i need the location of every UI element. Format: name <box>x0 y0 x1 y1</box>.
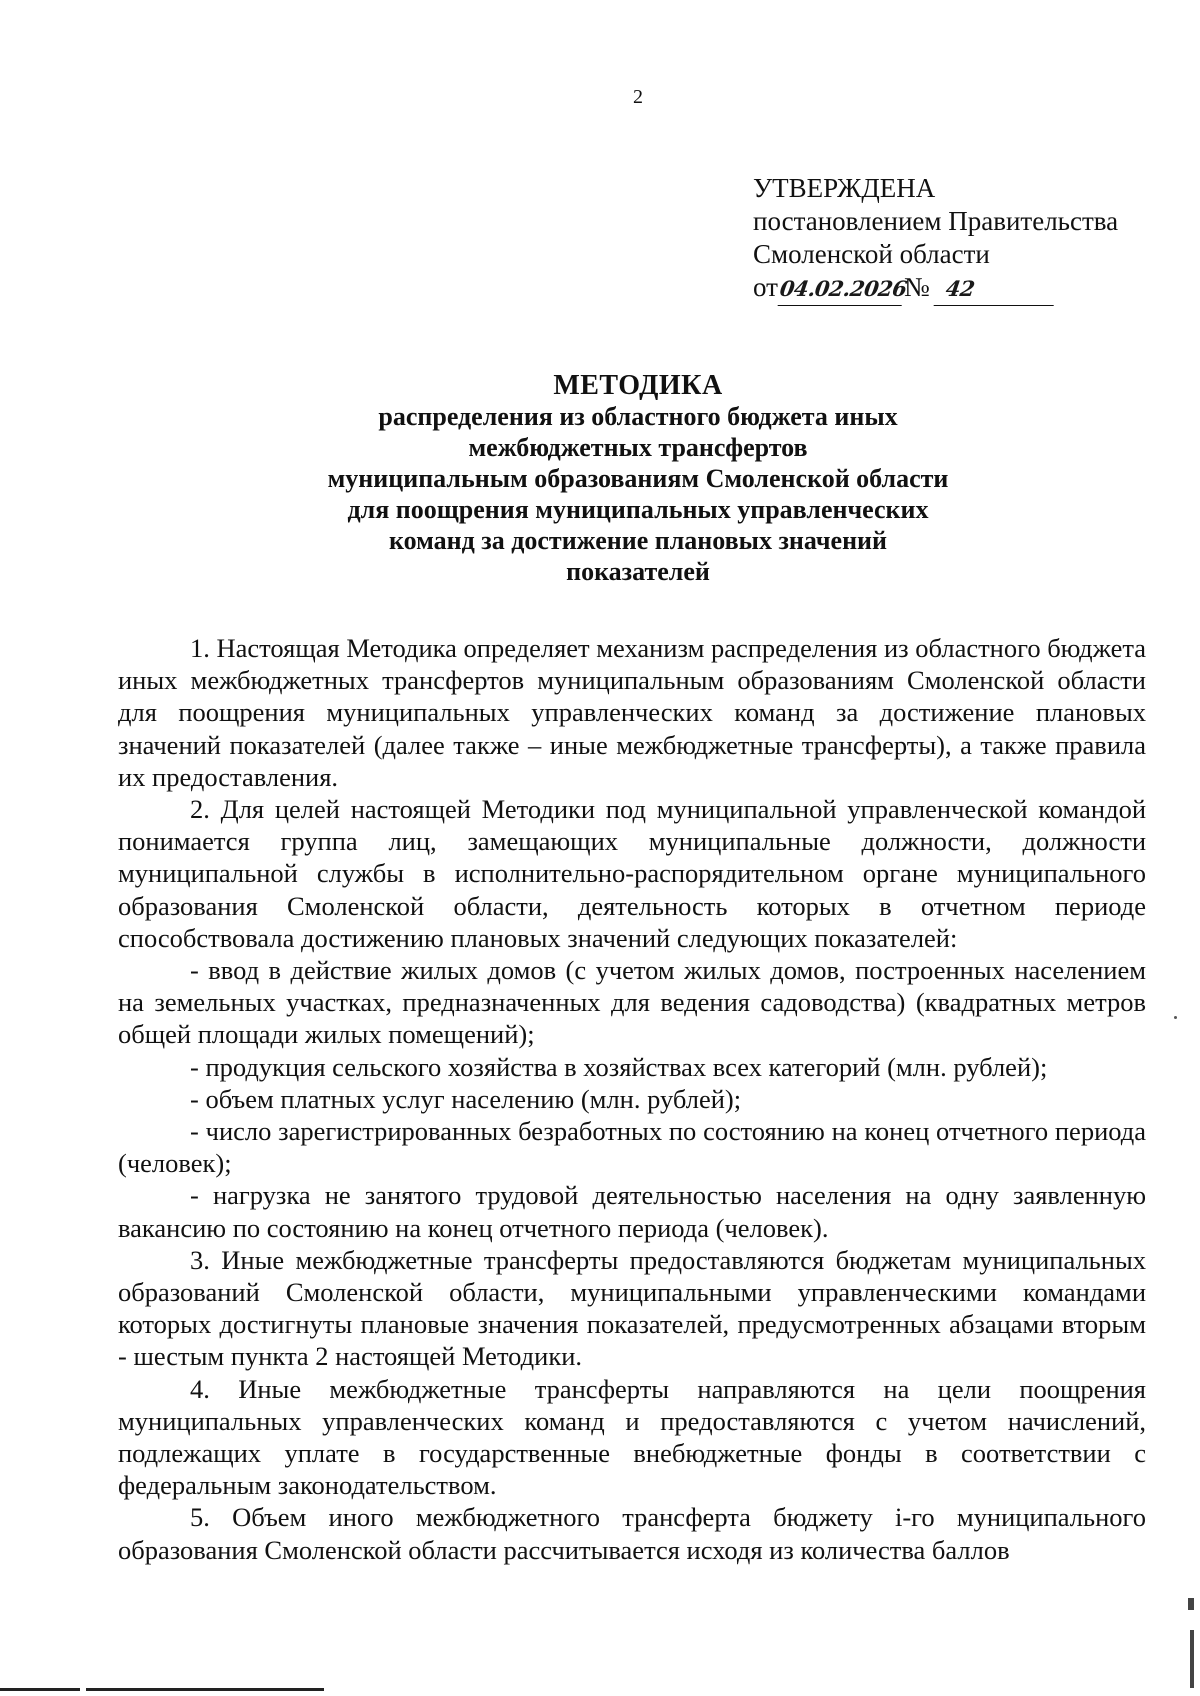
document-title <box>0 370 1200 587</box>
title-line: показателей <box>566 557 710 586</box>
scan-speck <box>1174 1016 1177 1019</box>
handwritten-date: 04.02.2026 <box>778 272 907 306</box>
title-line: муниципальным образованиям Смоленской области <box>327 464 949 493</box>
title-main: МЕТОДИКА <box>553 370 723 401</box>
list-item-paid-services: - объем платных услуг населению (млн. рублей); <box>190 1083 742 1114</box>
scan-edge-mark <box>1190 1630 1194 1688</box>
handwritten-number: 42 <box>933 272 1058 306</box>
paragraph-4: 4. Иные межбюджетные трансферты направляются на цели поощрения муниципальных управленческих команд и предоставляются с учетом начислений, подлежащих уплате в государственные внебюджетные фонды в соответствии с федеральным законодательством. <box>118 1373 1146 1501</box>
scan-edge-line <box>86 1688 324 1691</box>
scan-edge-line <box>0 1688 80 1691</box>
list-item-unemployed: - число зарегистрированных безработных по состоянию на конец отчетного периода (человек); <box>118 1116 1146 1179</box>
title-line: межбюджетных трансфертов <box>468 433 808 462</box>
approval-region: Смоленской области <box>753 239 990 269</box>
approval-date-line <box>753 271 1118 306</box>
date-prefix: от <box>753 272 778 302</box>
document-body <box>118 632 1146 1566</box>
approval-title: УТВЕРЖДЕНА <box>753 173 936 203</box>
title-line: распределения из областного бюджета иных <box>378 402 898 431</box>
paragraph-5: 5. Объем иного межбюджетного трансферта бюджету i-го муниципального образования Смоленской области рассчитывается исходя из количества баллов <box>118 1502 1146 1565</box>
scan-edge-mark <box>1188 1598 1194 1610</box>
title-line: для поощрения муниципальных управленческих <box>347 495 929 524</box>
number-sign: № <box>903 272 930 302</box>
list-item-agriculture: - продукция сельского хозяйства в хозяйствах всех категорий (млн. рублей); <box>190 1051 1048 1082</box>
approval-stamp <box>753 172 1118 306</box>
approval-issuer: постановлением Правительства <box>753 206 1119 236</box>
paragraph-1: 1. Настоящая Методика определяет механизм распределения из областного бюджета иных межбюджетных трансфертов муниципальным образованиям Смоленской области для поощрения муниципальных управленческих команд за достижение плановых значений показателей (далее также – иные межбюджетные трансферты), а также правила их предоставления. <box>118 633 1146 792</box>
paragraph-3: 3. Иные межбюджетные трансферты предоставляются бюджетам муниципальных образований Смоленской области, муниципальными управленческими командами которых достигнуты плановые значения показателей, предусмотренных абзацами вторым - шестым пункта 2 настоящей Методики. <box>118 1244 1146 1372</box>
paragraph-2: 2. Для целей настоящей Методики под муниципальной управленческой командой понимается группа лиц, замещающих муниципальные должности, должности муниципальной службы в исполнительно-распорядительном органе муниципального образования Смоленской области, деятельность которых в отчетном периоде способствовала достижению плановых значений следующих показателей: <box>118 794 1146 953</box>
list-item-housing: - ввод в действие жилых домов (с учетом жилых домов, построенных населением на земельных участках, предназначенных для ведения садоводства) (квадратных метров общей площади жилых помещений); <box>118 955 1146 1050</box>
list-item-vacancy-load: - нагрузка не занятого трудовой деятельностью населения на одну заявленную вакансию по состоянию на конец отчетного периода (человек). <box>118 1180 1146 1243</box>
page-number: 2 <box>633 86 643 108</box>
title-line: команд за достижение плановых значений <box>388 526 888 555</box>
